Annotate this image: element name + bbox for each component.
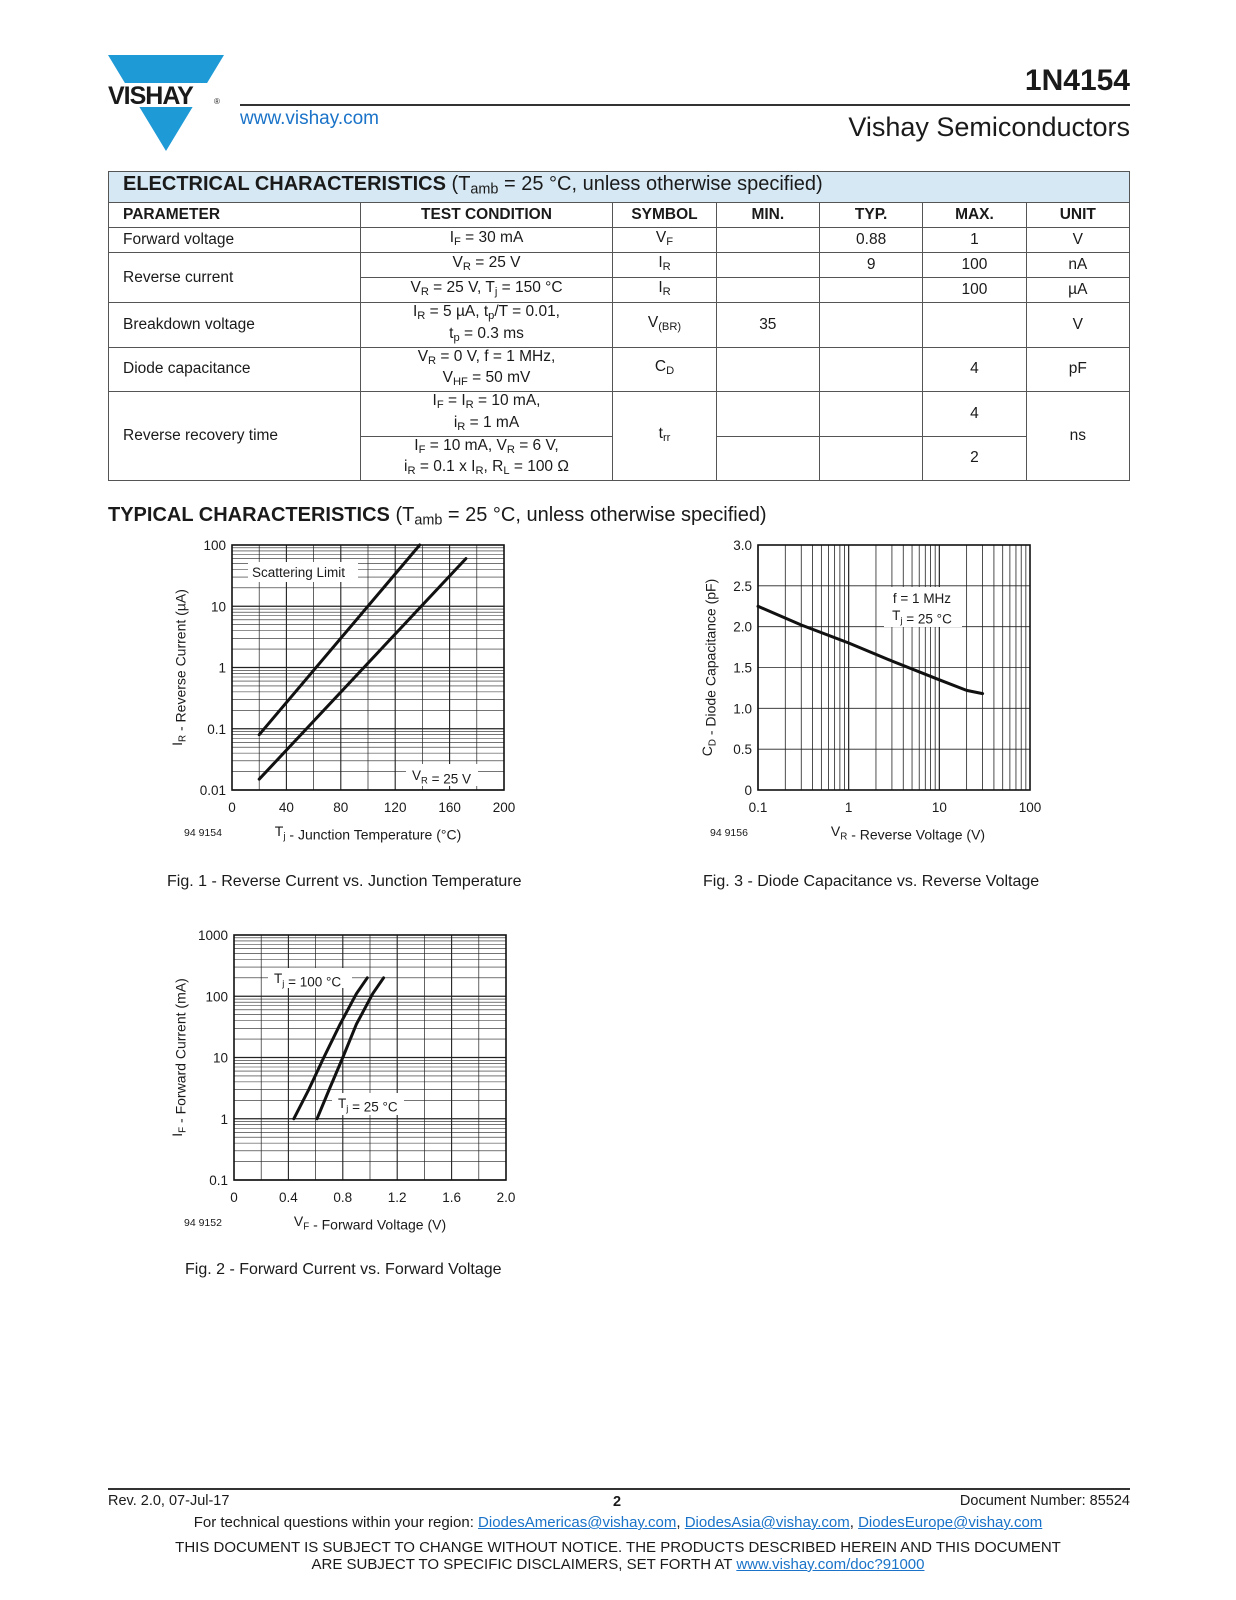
typical-characteristics-title xyxy=(108,504,767,529)
param-diode-capacitance: Diode capacitance xyxy=(109,347,361,392)
fig3-annotation-1: f = 1 MHz xyxy=(892,591,952,606)
cond-forward-voltage: $I_F = 30$ mA xyxy=(360,228,613,253)
x-tick-label: 1 xyxy=(844,800,853,815)
param-breakdown-voltage: Breakdown voltage xyxy=(109,303,361,348)
max-reverse-current-2: 100 xyxy=(923,278,1026,303)
typ-breakdown-voltage xyxy=(819,303,922,348)
x-tick-label: 2.0 xyxy=(496,1190,516,1205)
y-tick-label: 0.01 xyxy=(199,783,226,798)
symbol-vbr: $V_{(BR)}$ xyxy=(613,303,716,348)
table-title-row xyxy=(109,172,1130,203)
typ-reverse-current-2 xyxy=(819,278,922,303)
y-tick-label: 0.5 xyxy=(733,742,752,758)
x-tick-label: 160 xyxy=(438,800,461,815)
col-header-min: MIN. xyxy=(716,203,819,228)
logo-text: VISHAY xyxy=(108,82,193,110)
fig3-caption: Fig. 3 - Diode Capacitance vs. Reverse Voltage xyxy=(703,873,1040,890)
y-tick-label: 1 xyxy=(220,1111,228,1127)
website-link[interactable]: www.vishay.com xyxy=(240,108,380,129)
footer-rule xyxy=(108,1488,1130,1490)
fig2-caption: Fig. 2 - Forward Current vs. Forward Voltage xyxy=(185,1261,502,1278)
x-tick-label: 100 xyxy=(1018,800,1042,815)
typ-diode-capacitance xyxy=(819,347,922,392)
fig3-x-axis-label: $V_R$ - Reverse Voltage (V) xyxy=(830,823,986,843)
fig1-annotation-1: Scattering Limit xyxy=(252,565,346,580)
min-reverse-recovery-1 xyxy=(716,392,819,437)
y-tick-label: 2.5 xyxy=(733,578,752,594)
max-reverse-current-1: 100 xyxy=(923,253,1026,278)
disclaimer-line-1: THIS DOCUMENT IS SUBJECT TO CHANGE WITHOUT NOTICE. THE PRODUCTS DESCRIBED HEREIN AND THIS DOCUMENT xyxy=(175,1539,1061,1556)
table-row xyxy=(109,253,1130,278)
param-forward-voltage: Forward voltage xyxy=(109,228,361,253)
electrical-characteristics-table xyxy=(108,171,1130,481)
typ-reverse-recovery-1 xyxy=(819,392,922,437)
min-forward-voltage xyxy=(716,228,819,253)
table-row xyxy=(109,228,1130,253)
unit-reverse-current-2: µA xyxy=(1026,278,1129,303)
table-row xyxy=(109,392,1130,437)
typ-reverse-current-1: 9 xyxy=(819,253,922,278)
symbol-cd: $C_D$ xyxy=(613,347,716,392)
y-tick-label: 1000 xyxy=(197,928,228,943)
unit-diode-capacitance: pF xyxy=(1026,347,1129,392)
logo-registered-mark: ® xyxy=(214,97,220,106)
max-reverse-recovery-2: 2 xyxy=(923,436,1026,481)
y-tick-label: 100 xyxy=(203,538,226,553)
fig1-caption: Fig. 1 - Reverse Current vs. Junction Temperature xyxy=(167,873,522,890)
col-header-typ: TYP. xyxy=(819,203,922,228)
x-tick-label: 0.8 xyxy=(333,1190,353,1205)
fig1-x-axis-label: $T_j$ - Junction Temperature (°C) xyxy=(274,823,462,843)
min-reverse-recovery-2 xyxy=(716,436,819,481)
max-breakdown-voltage xyxy=(923,303,1026,348)
x-tick-label: 40 xyxy=(278,800,294,815)
chart-fig3 xyxy=(690,535,1070,855)
email-americas-link[interactable]: DiodesAmericas@vishay.com xyxy=(478,1514,677,1531)
header-rule xyxy=(240,104,1130,106)
col-header-unit: UNIT xyxy=(1026,203,1129,228)
cond-reverse-recovery-2: $I_F = 10$ mA, $V_R = 6$ V, $i_R = 0.1$ x $I_R$, $R_L = 100$ Ω xyxy=(360,436,613,481)
table-row xyxy=(109,347,1130,392)
param-reverse-recovery-time: Reverse recovery time xyxy=(109,392,361,481)
param-reverse-current: Reverse current xyxy=(109,253,361,303)
cond-reverse-current-1: $V_R = 25$ V xyxy=(360,253,613,278)
table-row xyxy=(109,303,1130,348)
x-tick-label: 80 xyxy=(333,800,349,815)
fig1-y-axis-label: $I_R$ - Reverse Current (µA) xyxy=(169,589,189,746)
fig3-figure-code: 94 9156 xyxy=(710,827,748,839)
min-breakdown-voltage: 35 xyxy=(716,303,819,348)
cond-breakdown-voltage: $I_R = 5$ µA, $t_p/T = 0.01$, $t_p = 0.3$ ms xyxy=(360,303,613,348)
unit-reverse-current-1: nA xyxy=(1026,253,1129,278)
company-name: Vishay Semiconductors xyxy=(848,112,1130,142)
x-tick-label: 0 xyxy=(228,800,236,815)
y-tick-label: 10 xyxy=(212,1050,228,1066)
fig1-series-line-2 xyxy=(259,559,466,780)
cond-reverse-recovery-1: $I_F = I_R = 10$ mA, $i_R = 1$ mA xyxy=(360,392,613,437)
y-tick-label: 100 xyxy=(205,989,228,1005)
max-forward-voltage: 1 xyxy=(923,228,1026,253)
fig1-annotation-2: $V_R = 25$ V xyxy=(412,768,472,787)
technical-questions-line xyxy=(0,1514,1236,1531)
fig2-figure-code: 94 9152 xyxy=(184,1217,222,1229)
y-tick-label: 0.1 xyxy=(209,1173,228,1188)
y-tick-label: 1 xyxy=(218,660,226,676)
x-tick-label: 1.6 xyxy=(442,1190,461,1205)
y-tick-label: 1.0 xyxy=(733,701,752,717)
fig3-annotation-2: $T_j = 25$ °C xyxy=(892,608,952,627)
email-europe-link[interactable]: DiodesEurope@vishay.com xyxy=(858,1514,1043,1531)
fig2-annotation-1: $T_j = 100$ °C xyxy=(274,971,342,990)
chart-fig2 xyxy=(160,925,540,1245)
x-tick-label: 0 xyxy=(230,1190,238,1205)
x-tick-label: 10 xyxy=(931,800,947,815)
typ-reverse-recovery-2 xyxy=(819,436,922,481)
typical-title-condition: ($T_{amb} = 25$ °C, unless otherwise specified) xyxy=(395,504,767,529)
fig3-y-axis-label: $C_D$ - Diode Capacitance (pF) xyxy=(699,578,719,757)
fig2-annotation-2: $T_j = 25$ °C xyxy=(338,1096,398,1115)
typical-title-text: TYPICAL CHARACTERISTICS xyxy=(108,504,390,526)
part-number: 1N4154 xyxy=(1024,64,1130,97)
unit-forward-voltage: V xyxy=(1026,228,1129,253)
col-header-symbol: SYMBOL xyxy=(613,203,716,228)
fig3-grid xyxy=(758,545,1030,790)
x-tick-label: 0.4 xyxy=(279,1190,298,1205)
disclaimer-link[interactable]: www.vishay.com/doc?91000 xyxy=(736,1556,925,1573)
col-header-parameter: PARAMETER xyxy=(109,203,361,228)
symbol-ir-2: $I_R$ xyxy=(613,278,716,303)
x-tick-label: 0.1 xyxy=(748,800,768,815)
fig2-x-axis-label: $V_F$ - Forward Voltage (V) xyxy=(293,1213,447,1233)
min-reverse-current-2 xyxy=(716,278,819,303)
y-tick-label: 0.1 xyxy=(207,721,226,737)
cond-diode-capacitance: $V_R = 0$ V, f = 1 MHz, $V_{HF} = 50$ mV xyxy=(360,347,613,392)
fig1-figure-code: 94 9154 xyxy=(184,827,222,839)
y-tick-label: 10 xyxy=(210,599,226,615)
vishay-logo xyxy=(108,55,224,153)
max-reverse-recovery-1: 4 xyxy=(923,392,1026,437)
disclaimer-prefix: ARE SUBJECT TO SPECIFIC DISCLAIMERS, SET FORTH AT xyxy=(311,1556,737,1573)
y-tick-label: 2.0 xyxy=(733,619,752,635)
fig2-y-axis-label: $I_F$ - Forward Current (mA) xyxy=(169,978,189,1137)
unit-reverse-recovery: ns xyxy=(1026,392,1129,481)
col-header-test-condition: TEST CONDITION xyxy=(360,203,613,228)
col-header-max: MAX. xyxy=(923,203,1026,228)
min-reverse-current-1 xyxy=(716,253,819,278)
symbol-trr: $t_{rr}$ xyxy=(613,392,716,481)
page-number: 2 xyxy=(613,1494,622,1510)
table-title-condition: ($T_{amb} = 25$ °C, unless otherwise specified) xyxy=(451,173,823,198)
separator: , xyxy=(676,1514,685,1531)
chart-fig1 xyxy=(160,535,540,855)
y-tick-label: 0 xyxy=(744,783,752,798)
typ-forward-voltage: 0.88 xyxy=(819,228,922,253)
document-number: Document Number: 85524 xyxy=(959,1493,1130,1509)
unit-breakdown-voltage: V xyxy=(1026,303,1129,348)
table-title xyxy=(109,172,1130,203)
email-asia-link[interactable]: DiodesAsia@vishay.com xyxy=(684,1514,850,1531)
symbol-ir-1: $I_R$ xyxy=(613,253,716,278)
separator: , xyxy=(849,1514,859,1531)
min-diode-capacitance xyxy=(716,347,819,392)
table-title-text: ELECTRICAL CHARACTERISTICS xyxy=(123,173,446,196)
tech-prefix: For technical questions within your region: xyxy=(193,1514,479,1531)
max-diode-capacitance: 4 xyxy=(923,347,1026,392)
y-tick-label: 3.0 xyxy=(733,538,752,553)
symbol-vf: $V_F$ xyxy=(613,228,716,253)
x-tick-label: 120 xyxy=(383,800,407,815)
cond-reverse-current-2: $V_R = 25$ V, $T_j = 150$ °C xyxy=(360,278,613,303)
revision: Rev. 2.0, 07-Jul-17 xyxy=(108,1493,230,1509)
y-tick-label: 1.5 xyxy=(733,660,752,676)
table-header-row xyxy=(109,203,1130,228)
disclaimer-line-2 xyxy=(0,1556,1236,1573)
x-tick-label: 1.2 xyxy=(387,1190,407,1205)
x-tick-label: 200 xyxy=(492,800,516,815)
